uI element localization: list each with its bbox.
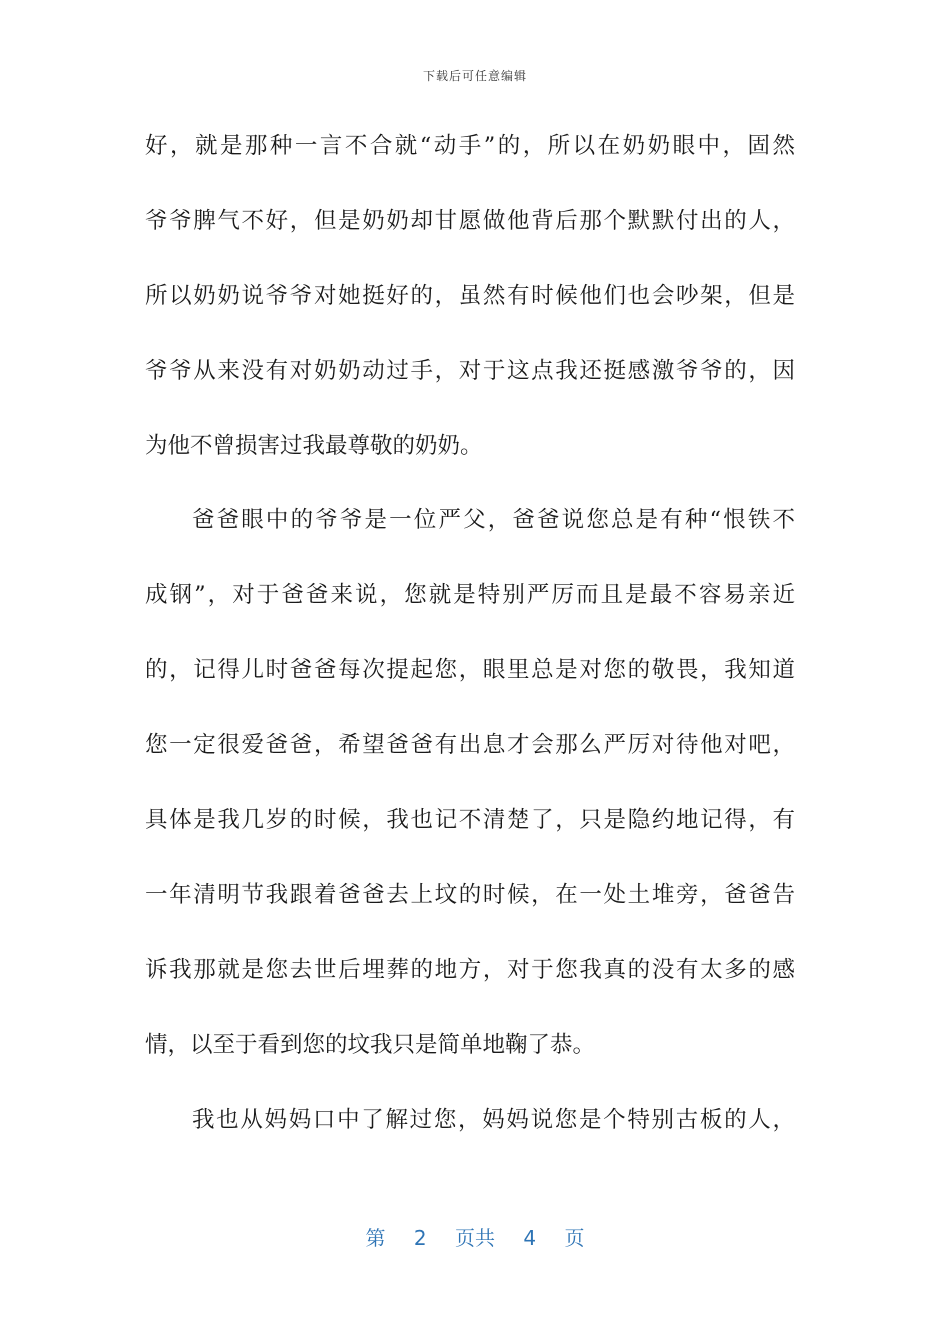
text-line: 爷爷脾气不好，但是奶奶却甘愿做他背后那个默默付出的人， xyxy=(145,207,795,234)
page-label-mid: 页共 xyxy=(455,1226,495,1250)
text-line: 情，以至于看到您的坟我只是简单地鞠了恭。 xyxy=(145,1031,596,1058)
text-line: 的，记得儿时爸爸每次提起您，眼里总是对您的敬畏，我知道 xyxy=(145,657,795,684)
text-line: 为他不曾损害过我最尊敬的奶奶。 xyxy=(145,432,483,459)
text-line: 好，就是那种一言不合就“动手”的，所以在奶奶眼中，固然 xyxy=(145,133,795,159)
page-label-suffix: 页 xyxy=(564,1226,585,1250)
text-line: 一年清明节我跟着爸爸去上坟的时候，在一处土堆旁，爸爸告 xyxy=(145,881,795,908)
text-line: 成钢”，对于爸爸来说，您就是特别严厉而且是最不容易亲近 xyxy=(145,582,795,609)
document-body xyxy=(145,122,795,1170)
page-label-prefix: 第 xyxy=(365,1226,386,1250)
header-note: 下载后可任意编辑 xyxy=(422,69,527,83)
text-line: 爷爷从来没有对奶奶动过手，对于这点我还挺感激爷爷的，因 xyxy=(145,357,795,384)
paragraph-start-line: 我也从妈妈口中了解过您，妈妈说您是个特别古板的人， xyxy=(192,1106,795,1133)
text-line: 具体是我几岁的时候，我也记不清楚了，只是隐约地记得，有 xyxy=(145,807,795,834)
text-line: 您一定很爱爸爸，希望爸爸有出息才会那么严厉对待他对吧， xyxy=(145,732,795,759)
paragraph-start-line: 爸爸眼中的爷爷是一位严父，爸爸说您总是有种“恨铁不 xyxy=(192,507,795,534)
current-page-number: 2 xyxy=(413,1226,427,1250)
text-line: 所以奶奶说爷爷对她挺好的，虽然有时候他们也会吵架，但是 xyxy=(145,282,795,309)
total-pages-number: 4 xyxy=(523,1226,537,1250)
text-line: 诉我那就是您去世后埋葬的地方，对于您我真的没有太多的感 xyxy=(145,956,795,983)
page-footer xyxy=(0,1222,950,1251)
